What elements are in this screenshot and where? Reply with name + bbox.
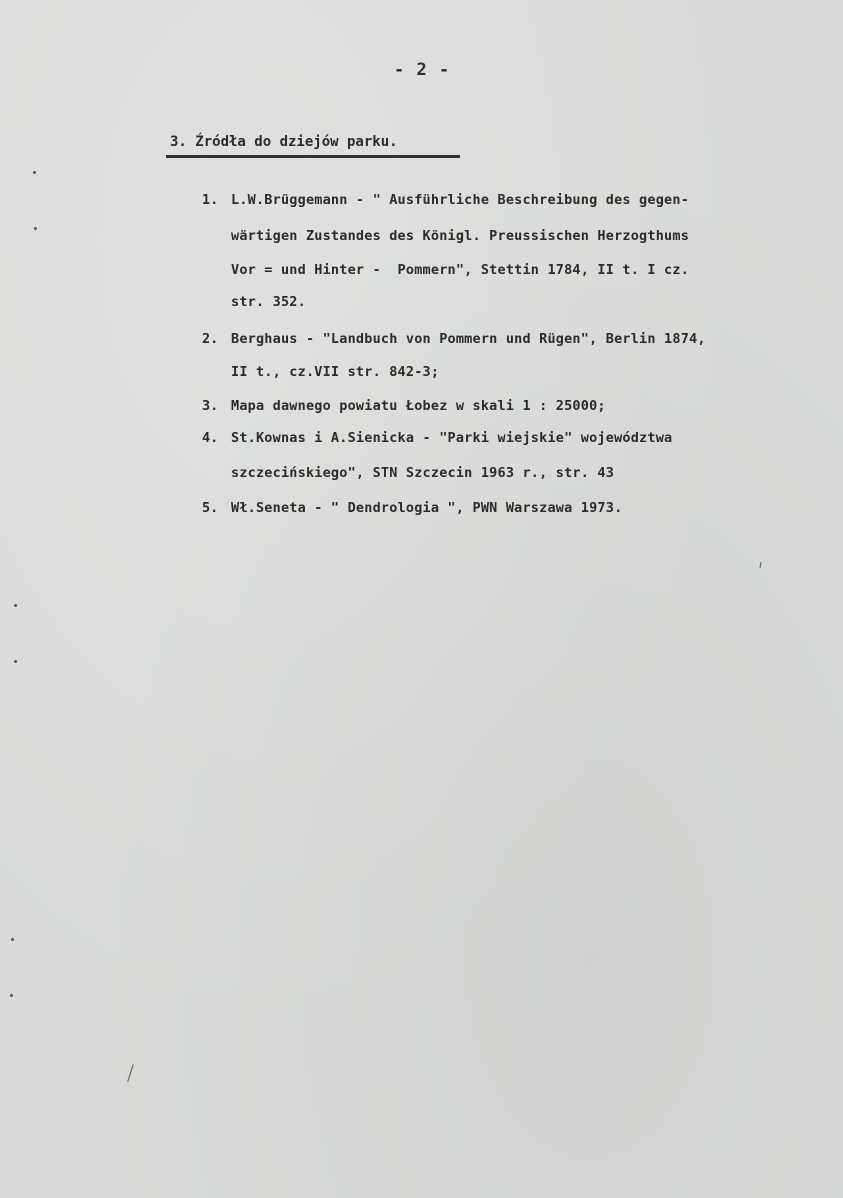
source-number: 5. [202,500,219,516]
source-line: Berghaus - "Landbuch von Pommern und Rügen", Berlin 1874, [231,331,706,347]
source-line: II t., cz.VII str. 842-3; [231,364,440,380]
source-number: 4. [202,430,219,446]
pencil-mark [127,1064,134,1081]
paper-speck [10,994,13,997]
section-heading: 3. Źródła do dziejów parku. [170,134,398,150]
page-number: - 2 - [394,60,451,80]
source-line: str. 352. [231,294,306,310]
heading-underline [166,155,460,158]
paper-speck [11,938,14,941]
source-number: 1. [202,192,219,208]
source-line: wärtigen Zustandes des Königl. Preussischen Herzogthums [231,228,690,244]
paper-speck [33,171,36,174]
paper-speck [34,227,37,230]
paper-speck [14,660,17,663]
source-line: L.W.Brüggemann - " Ausführliche Beschreibung des gegen- [231,192,690,208]
source-line: Mapa dawnego powiatu Łobez w skali 1 : 25000; [231,398,606,414]
source-line: St.Kownas i A.Sienicka - "Parki wiejskie" województwa [231,430,673,446]
pencil-mark [759,562,761,568]
source-line: Vor = und Hinter - Pommern", Stettin 1784, II t. I cz. [231,262,690,278]
source-number: 3. [202,398,219,414]
paper-speck [14,604,17,607]
source-line: szczecińskiego", STN Szczecin 1963 r., str. 43 [231,465,615,481]
source-line: Wł.Seneta - " Dendrologia ", PWN Warszawa 1973. [231,500,623,516]
source-number: 2. [202,331,219,347]
